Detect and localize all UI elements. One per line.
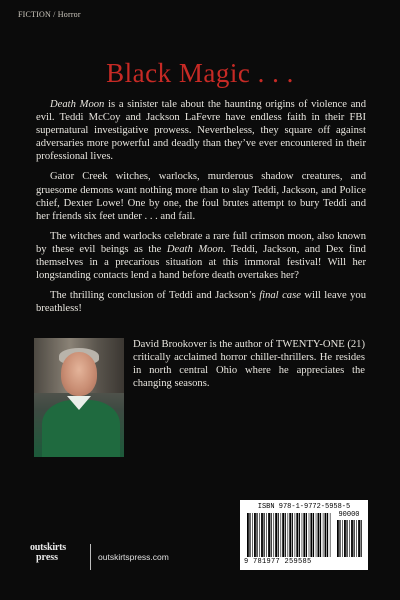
genre-label: FICTION / Horror <box>18 10 81 19</box>
blurb-paragraph <box>36 98 366 163</box>
italic-run: final case <box>259 290 301 302</box>
author-photo <box>34 338 124 457</box>
text-run: will leave you breathless! <box>36 290 366 315</box>
text-run: is a sinister tale about the haunting origins of violence and evil. Teddi McCoy and Jackson LaFevre have endless faith in their FBI supernatural investigative prowess. Nevertheless, they square off against adversaries more powerful and deadly than they’ve ever encountered in their professional lives. <box>36 99 366 163</box>
publisher-logo-line2: press <box>36 552 59 563</box>
publisher-divider <box>90 544 91 570</box>
blurb-paragraph <box>36 289 366 315</box>
isbn-number: ISBN 978-1-9772-5958-5 <box>257 503 351 511</box>
publisher-logo-line1: outskirts <box>30 542 66 553</box>
publisher-url: outskirtspress.com <box>98 552 169 562</box>
blurb-paragraph <box>36 230 366 282</box>
text-run: The thrilling conclusion of Teddi and Jackson’s <box>50 290 260 302</box>
blurb-paragraph <box>36 170 366 222</box>
tagline-title: Black Magic . . . <box>106 58 294 88</box>
ean-number: 9 781977 259585 <box>244 558 312 566</box>
isbn-barcode <box>240 500 368 570</box>
text-run: Gator Creek witches, warlocks, murderous shadow creatures, and gruesome demons want nothing more than to slay Teddi, Jackson, and Police chief, Dexter Lowe! One by one, the foul brutes attempt to bury Teddi and her friends six feet under . . . and fail. <box>36 171 366 222</box>
publisher-logo <box>30 543 84 571</box>
addon-bars <box>336 520 362 557</box>
italic-run: Death Moon <box>50 99 105 110</box>
text-run: The witches and warlocks celebrate a rare full crimson moon, also known by these evil beings as the <box>36 230 366 255</box>
price-addon-number: 90000 <box>338 511 360 519</box>
italic-run: Death Moon <box>166 243 224 255</box>
ean-bars <box>246 513 331 557</box>
author-bio: David Brookover is the author of TWENTY-ONE (21) critically acclaimed horror chiller-thrillers. He resides in north central Ohio where he appreciates the changing seasons. <box>133 339 365 390</box>
back-cover-blurb <box>36 98 366 322</box>
text-run: . Teddi, Jackson, and Dex find themselves in a precarious situation at this immoral festival! Will her longstanding contacts lend a hand before death overtakes her? <box>36 243 366 282</box>
